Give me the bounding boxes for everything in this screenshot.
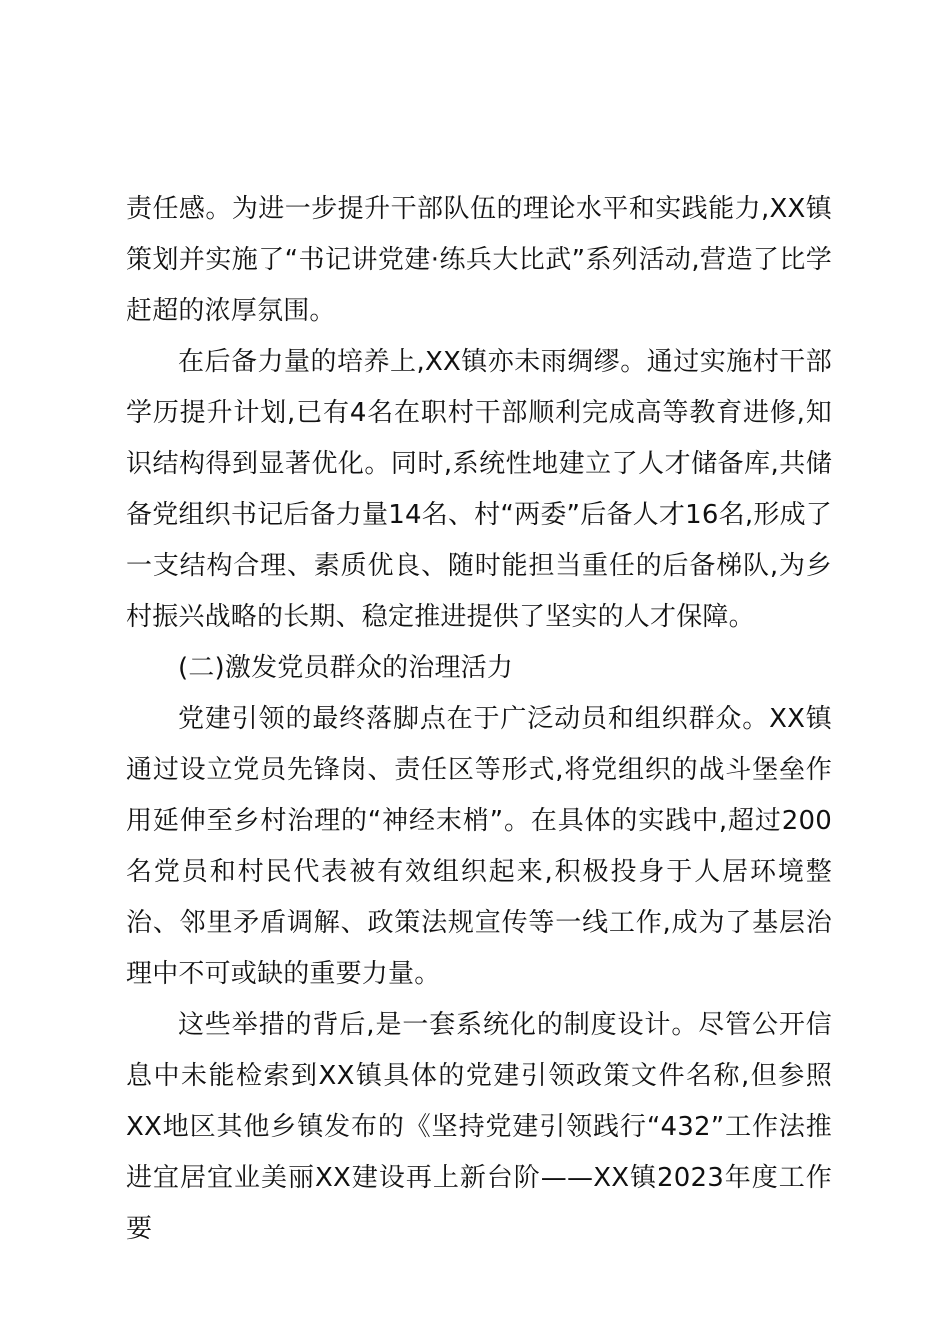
paragraph-institutional-design: 这些举措的背后,是一套系统化的制度设计。尽管公开信息中未能检索到XX镇具体的党建引领政策文件名称,但参照XX地区其他乡镇发布的《坚持党建引领践行“432”工作法推进宜居宜业美丽XX建设再上新台阶——XX镇2023年度工作要 bbox=[126, 1010, 832, 1244]
paragraph-continuation: 责任感。为进一步提升干部队伍的理论水平和实践能力,XX镇策划并实施了“书记讲党建·练兵大比武”系列活动,营造了比学赶超的浓厚氛围。 bbox=[126, 194, 832, 326]
paragraph-reserve-force: 在后备力量的培养上,XX镇亦未雨绸缪。通过实施村干部学历提升计划,已有4名在职村干部顺利完成高等教育进修,知识结构得到显著优化。同时,系统性地建立了人才储备库,共储备党组织书记后备力量14名、村“两委”后备人才16名,形成了一支结构合理、素质优良、随时能担当重任的后备梯队,为乡村振兴战略的长期、稳定推进提供了坚实的人才保障。 bbox=[126, 347, 832, 632]
document-body bbox=[126, 184, 832, 1255]
paragraph-mass-mobilization: 党建引领的最终落脚点在于广泛动员和组织群众。XX镇通过设立党员先锋岗、责任区等形式,将党组织的战斗堡垒作用延伸至乡村治理的“神经末梢”。在具体的实践中,超过200名党员和村民代表被有效组织起来,积极投身于人居环境整治、邻里矛盾调解、政策法规宣传等一线工作,成为了基层治理中不可或缺的重要力量。 bbox=[126, 704, 832, 989]
section-heading: (二)激发党员群众的治理活力 bbox=[178, 653, 514, 683]
